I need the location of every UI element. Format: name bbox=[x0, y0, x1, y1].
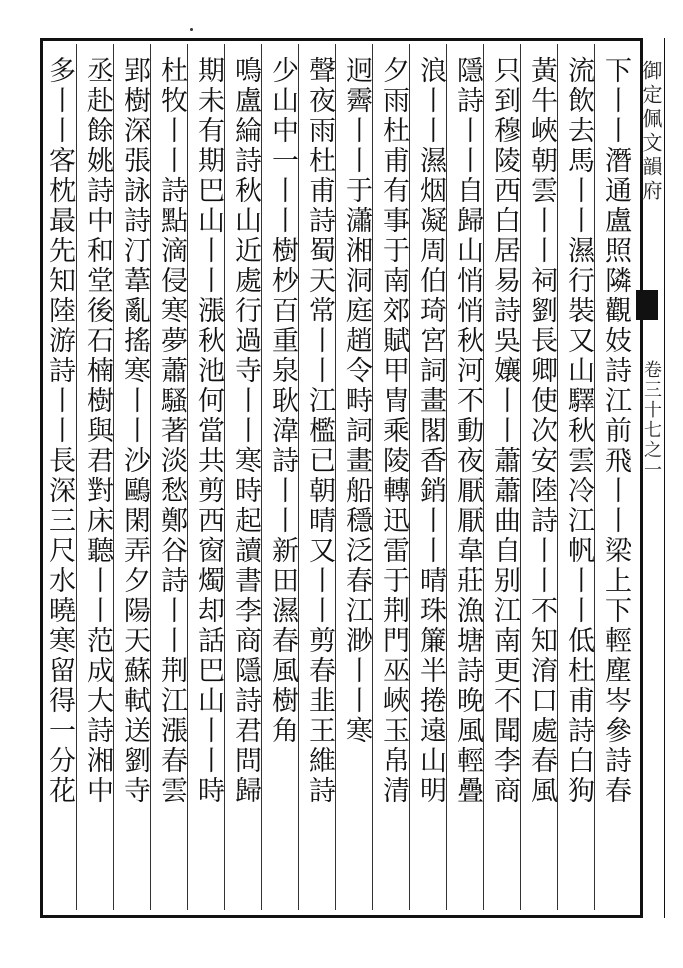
ink-dot bbox=[190, 28, 193, 31]
text-columns bbox=[44, 44, 634, 910]
column-text: 流飲去馬丨丨濕行裝又山驛秋雲冷江帆丨丨低杜甫詩白狗 bbox=[563, 56, 594, 806]
column-text: 鳴盧綸詩秋山近處行過寺丨丨寒時起讀書李商隱詩君問歸 bbox=[230, 56, 261, 806]
text-column bbox=[261, 44, 301, 910]
text-column bbox=[594, 44, 634, 910]
column-text: 丞赴餘姚詩中和堂後石楠樹與君對床聽丨丨范成大詩湘中 bbox=[82, 56, 113, 806]
text-column bbox=[335, 44, 375, 910]
text-column-headword bbox=[298, 44, 338, 910]
column-text: 只到穆陵西白居易詩吳孃丨丨蕭蕭曲自别江南更不聞李商 bbox=[489, 56, 520, 806]
column-text: 下丨丨潛通盧照隣觀妓詩江前飛丨丨梁上下輕塵岑參詩春 bbox=[600, 56, 631, 806]
column-text: 黃牛峽朝雲丨丨祠劉長卿使次安陸詩丨丨不知淯口處春風 bbox=[526, 56, 557, 806]
column-text: 聲夜雨杜甫詩蜀天常丨丨江檻已朝晴又丨丨剪春韭王維詩 bbox=[304, 56, 335, 806]
column-text: 夕雨杜甫有事于南郊賦甲冑乘陵轉迅雷于荆門巫峽玉帛清 bbox=[378, 56, 409, 806]
column-text: 郢樹深張詠詩汀葦亂搖寒丨丨沙鷗閑弄夕陽天蘇軾送劉寺 bbox=[119, 56, 150, 806]
text-column bbox=[224, 44, 264, 910]
text-column-headword bbox=[372, 44, 412, 910]
column-text: 多丨丨客枕最先知陸游詩丨丨長深三尺水曉寒留得一分花 bbox=[44, 56, 75, 806]
text-column bbox=[409, 44, 449, 910]
text-column bbox=[483, 44, 523, 910]
text-column bbox=[39, 44, 79, 910]
column-text: 浪丨丨濕烟凝周伯琦宮詞畫閣香銷丨丨晴珠簾半捲遠山明 bbox=[415, 56, 446, 806]
text-column bbox=[150, 44, 190, 910]
margin-book-title: 御定佩文韻府 bbox=[639, 60, 663, 204]
column-text: 隱詩丨丨自歸山悄悄秋河不動夜厭厭韋莊漁塘詩晚風輕疊 bbox=[452, 56, 483, 806]
column-text: 迥霽丨丨于瀟湘洞庭趙令畤詞畫船穩泛春江渺丨丨寒 bbox=[341, 56, 372, 746]
column-text: 期未有期巴山丨丨漲秋池何當共剪西窗燭却話巴山丨丨時 bbox=[193, 56, 224, 806]
margin-volume-label: 卷三十七之一 bbox=[641, 360, 662, 480]
text-column bbox=[446, 44, 486, 910]
column-text: 杜牧丨丨詩點滴侵寒夢蕭騷著淡愁鄭谷詩丨丨荆江漲春雲 bbox=[156, 56, 187, 806]
text-column bbox=[76, 44, 116, 910]
column-text: 少山中一丨丨樹杪百重泉耿湋詩丨丨新田濕春風樹角 bbox=[267, 56, 298, 746]
text-column bbox=[520, 44, 560, 910]
text-column bbox=[113, 44, 153, 910]
text-column bbox=[187, 44, 227, 910]
text-column bbox=[557, 44, 597, 910]
